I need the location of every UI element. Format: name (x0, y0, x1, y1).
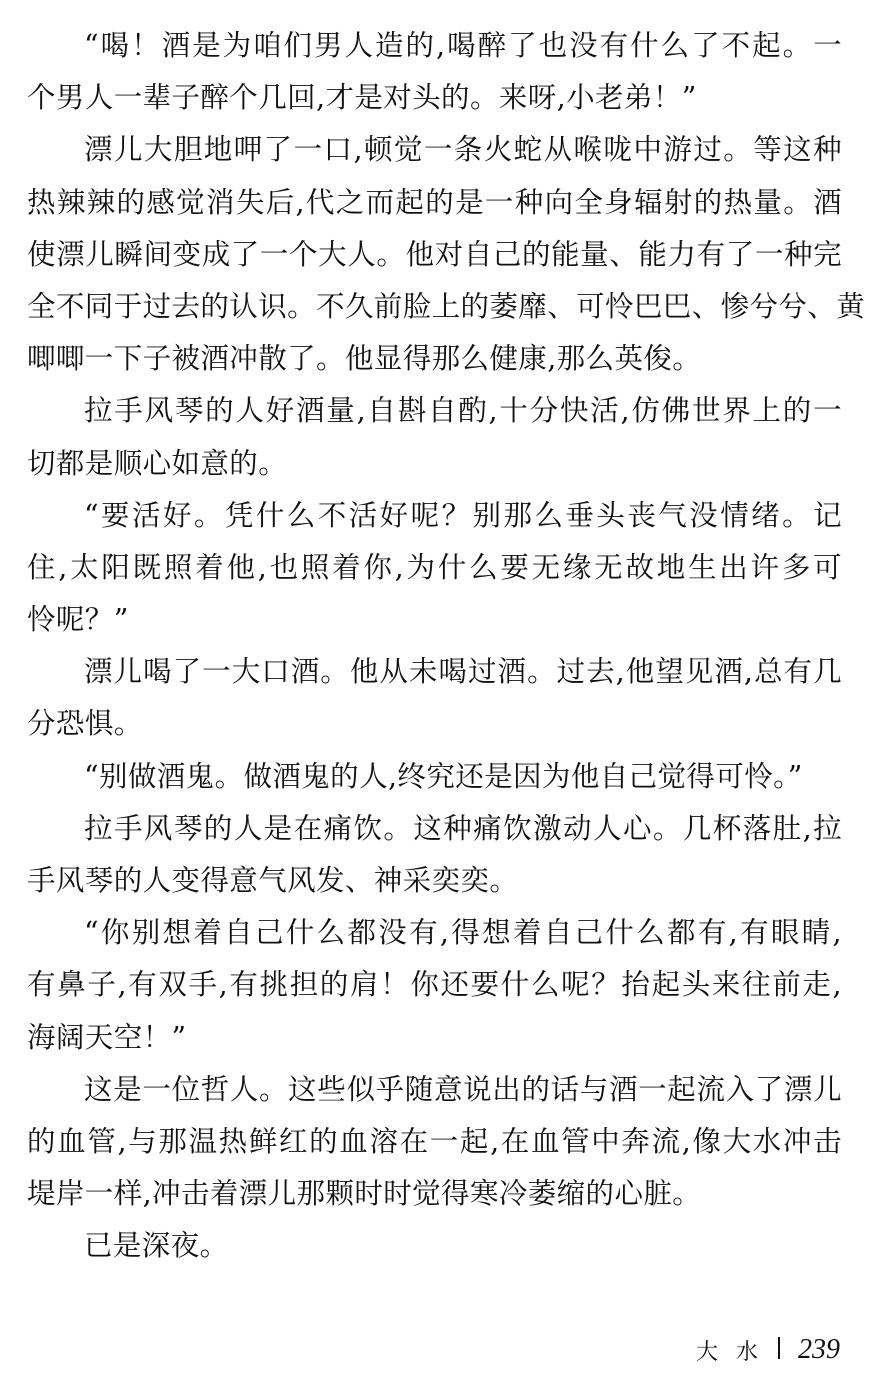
running-title: 大水 (695, 1339, 776, 1365)
text-line: “要活好。凭什么不活好呢？别那么垂头丧气没情绪。记 (84, 498, 842, 532)
page-body (27, 20, 866, 1273)
text-line: 拉手风琴的人好酒量,自斟自酌,十分快活,仿佛世界上的一 (84, 394, 842, 428)
text-line: “喝！酒是为咱们男人造的,喝醉了也没有什么了不起。一 (84, 29, 842, 62)
text-line: 这是一位哲人。这些似乎随意说出的话与酒一起流入了漂儿 (84, 1072, 842, 1106)
text-line: 怜呢？” (27, 603, 129, 637)
text-line: 的血管,与那温热鲜红的血溶在一起,在血管中奔流,像大水冲击 (27, 1124, 842, 1158)
text-line: 漂儿大胆地呷了一口,顿觉一条火蛇从喉咙中游过。等这种 (84, 133, 842, 167)
text-line: 个男人一辈子醉个几回,才是对头的。来呀,小老弟！” (27, 81, 697, 115)
text-line: 已是深夜。 (84, 1229, 229, 1263)
text-line: 手风琴的人变得意气风发、神采奕奕。 (27, 864, 519, 897)
text-line: “你别想着自己什么都没有,得想着自己什么都有,有眼睛, (84, 916, 842, 950)
text-line: 分恐惧。 (27, 707, 143, 741)
text-line: “别做酒鬼。做酒鬼的人,终究还是因为他自己觉得可怜。” (84, 759, 803, 793)
text-line: 有鼻子,有双手,有挑担的肩！你还要什么呢？抬起头来往前走, (27, 968, 842, 1002)
footer-divider (778, 1337, 780, 1359)
text-line: 漂儿喝了一大口酒。他从未喝过酒。过去,他望见酒,总有几 (84, 655, 842, 689)
text-line: 热辣辣的感觉消失后,代之而起的是一种向全身辐射的热量。酒 (27, 185, 842, 219)
text-line: 全不同于过去的认识。不久前脸上的萎靡、可怜巴巴、惨兮兮、黄 (27, 289, 866, 323)
text-line: 切都是顺心如意的。 (27, 446, 288, 480)
page-number: 239 (798, 1334, 840, 1365)
text-line: 唧唧一下子被酒冲散了。他显得那么健康,那么英俊。 (27, 342, 702, 376)
text-line: 使漂儿瞬间变成了一个大人。他对自己的能量、能力有了一种完 (27, 237, 842, 271)
text-line: 住,太阳既照着他,也照着你,为什么要无缘无故地生出许多可 (27, 550, 842, 584)
text-line: 堤岸一样,冲击着漂儿那颗时时觉得寒冷萎缩的心脏。 (27, 1177, 702, 1211)
page-footer (696, 1330, 840, 1370)
text-line: 海阔天空！” (27, 1020, 187, 1054)
text-line: 拉手风琴的人是在痛饮。这种痛饮激动人心。几杯落肚,拉 (84, 811, 842, 845)
